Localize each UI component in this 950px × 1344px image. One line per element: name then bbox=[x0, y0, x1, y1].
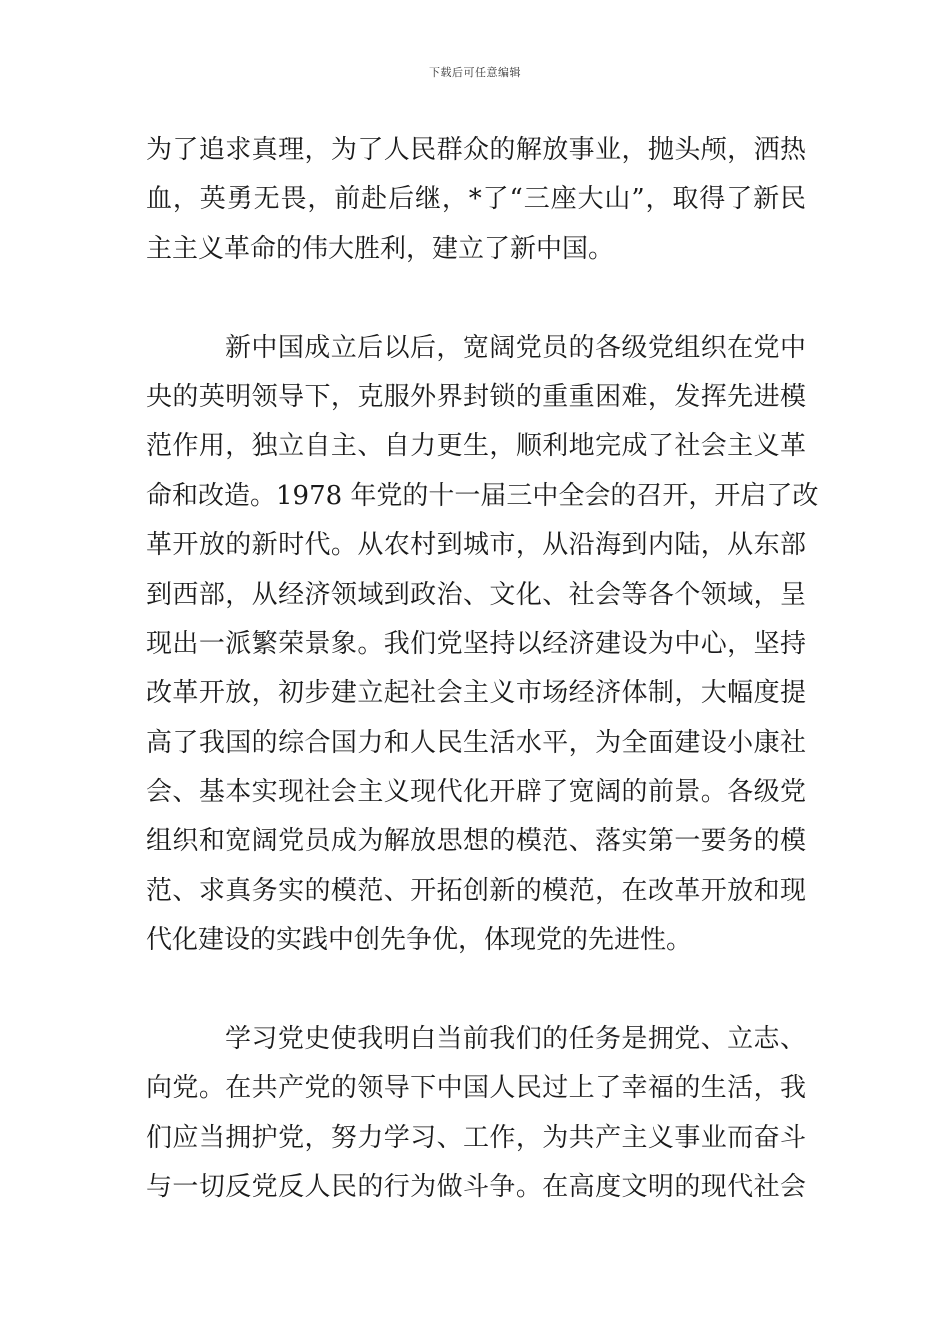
paragraph-line: 学习党史使我明白当前我们的任务是拥党、立志、 bbox=[225, 1024, 806, 1055]
paragraph-line: 命和改造。1978 年党的十一届三中全会的召开，开启了改 bbox=[146, 480, 819, 511]
paragraph-line: 代化建设的实践中创先争优，体现党的先进性。 bbox=[146, 925, 693, 956]
paragraph-line: 为了追求真理，为了人民群众的解放事业，抛头颅，洒热 bbox=[146, 135, 806, 165]
document-body bbox=[146, 126, 819, 1213]
paragraph-line: 会、基本实现社会主义现代化开辟了宽阔的前景。各级党 bbox=[146, 777, 806, 808]
paragraph-line: 范作用，独立自主、自力更生，顺利地完成了社会主义革 bbox=[146, 431, 806, 462]
paragraph-line: 革开放的新时代。从农村到城市，从沿海到内陆，从东部 bbox=[146, 530, 806, 561]
paragraph-spacer bbox=[146, 966, 806, 1015]
paragraph-3 bbox=[146, 1015, 806, 1213]
paragraph-line: 们应当拥护党，努力学习、工作，为共产主义事业而奋斗 bbox=[146, 1122, 806, 1153]
paragraph-spacer bbox=[146, 274, 806, 323]
paragraph-line: 高了我国的综合国力和人民生活水平，为全面建设小康社 bbox=[146, 727, 806, 758]
paragraph-line: 到西部，从经济领域到政治、文化、社会等各个领域，呈 bbox=[146, 579, 806, 610]
paragraph-line: 改革开放，初步建立起社会主义市场经济体制，大幅度提 bbox=[146, 678, 806, 709]
paragraph-line: 新中国成立后以后，宽阔党员的各级党组织在党中 bbox=[225, 332, 806, 363]
paragraph-line: 现出一派繁荣景象。我们党坚持以经济建设为中心，坚持 bbox=[146, 628, 806, 659]
page-header: 下载后可任意编辑 bbox=[429, 66, 521, 79]
paragraph-1 bbox=[146, 126, 806, 274]
paragraph-2 bbox=[146, 324, 819, 966]
paragraph-line: 血，英勇无畏，前赴后继，*了“三座大山”，取得了新民 bbox=[146, 184, 806, 215]
paragraph-line: 主主义革命的伟大胜利，建立了新中国。 bbox=[146, 233, 615, 264]
paragraph-line: 范、求真务实的模范、开拓创新的模范，在改革开放和现 bbox=[146, 875, 806, 906]
paragraph-line: 组织和宽阔党员成为解放思想的模范、落实第一要务的模 bbox=[146, 826, 806, 857]
paragraph-line: 与一切反党反人民的行为做斗争。在高度文明的现代社会 bbox=[146, 1172, 806, 1203]
paragraph-line: 央的英明领导下，克服外界封锁的重重困难，发挥先进模 bbox=[146, 381, 806, 412]
paragraph-line: 向党。在共产党的领导下中国人民过上了幸福的生活，我 bbox=[146, 1073, 806, 1104]
